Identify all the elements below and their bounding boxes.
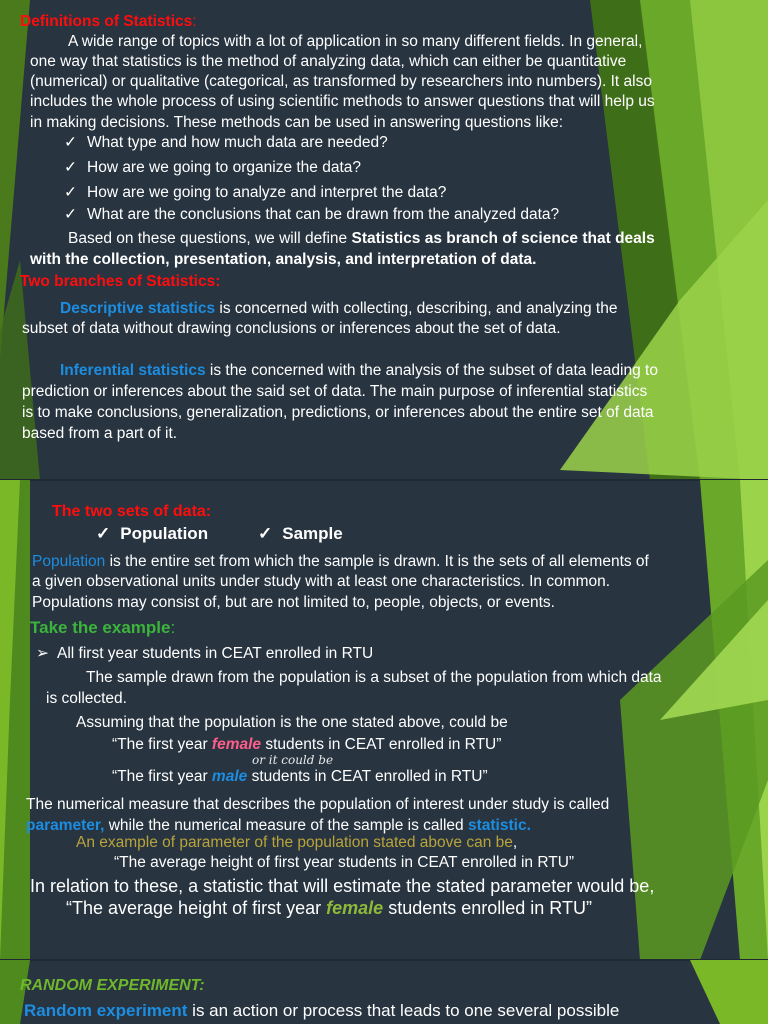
estimate-suffix: students enrolled in RTU” [383,898,592,918]
question-4: ✓ What are the conclusions that can be drawn from the analyzed data? [64,205,559,225]
question-2: ✓ How are we going to organize the data? [64,158,361,178]
female-prefix: “The first year [112,736,212,753]
param-example-comma: , [512,834,518,851]
or-it-could-be: or it could be [252,753,334,767]
population-rest-1: is the entire set from which the sample is drawn. It is the sets of all elements of [105,553,649,570]
example-item [36,644,373,664]
measure-line-1: The numerical measure that describes the population of interest under study is called [26,796,610,813]
population-line-2: a given observational units under study with at least one characteristics. In common. [32,573,611,590]
intro-line-4: includes the whole process of using scientific methods to answer questions that will help us [30,93,655,110]
question-1: ✓ What type and how much data are needed? [64,133,388,153]
page-1 [0,0,768,480]
male-word: male [211,768,248,785]
define-line-1 [68,229,655,249]
descriptive-term: Descriptive statistics [60,300,216,317]
inferential-line-3: is to make conclusions, generalization, predictions, or inferences about the entire set of data [22,404,654,421]
assume-line: Assuming that the population is the one stated above, could be [76,714,508,731]
female-suffix: students in CEAT enrolled in RTU” [261,736,502,753]
definitions-heading-text: Definitions of Statistics [20,13,193,30]
param-example-text: An example of parameter of the population stated above can be [76,834,513,851]
sample-line-2: is collected. [46,690,127,707]
descriptive-line-2: subset of data without drawing conclusions or inferences about the set of data. [22,320,561,337]
random-experiment-heading: RANDOM EXPERIMENT: [20,977,205,994]
descriptive-line-1 [60,299,617,319]
inferential-line-4: based from a part of it. [22,425,178,442]
page-2 [0,480,768,960]
random-experiment-line [24,1001,619,1021]
set-sample: ✓ Sample [258,524,343,544]
inferential-term: Inferential statistics [60,362,206,379]
arrow-bullet-icon: ➢ [36,645,49,662]
female-word: female [211,736,262,753]
male-suffix: students in CEAT enrolled in RTU” [247,768,488,785]
question-3: ✓ How are we going to analyze and interpret the data? [64,183,446,203]
example-heading-text: Take the example [30,618,171,637]
population-term: Population [32,553,106,570]
inferential-line-2: prediction or inferences about the said set of data. The main purpose of inferential statistics [22,383,648,400]
descriptive-rest-1: is concerned with collecting, describing, and analyzing the [215,300,618,317]
estimate-prefix: “The average height of first year [66,898,327,918]
population-line-3: Populations may consist of, but are not limited to, people, objects, or events. [32,594,555,611]
example-item-text: All first year students in CEAT enrolled in RTU [57,645,374,662]
page-3 [0,960,768,1024]
random-experiment-term: Random experiment [24,1001,188,1020]
two-sets-heading: The two sets of data: [52,503,212,520]
male-example [112,767,488,787]
statistic-word: statistic. [467,817,531,834]
inferential-line-1 [60,361,658,381]
param-example-line [76,833,517,853]
define-prefix: Based on these questions, we will define [68,230,352,247]
intro-line-5: in making decisions. These methods can be used in answering questions like: [30,114,564,131]
intro-line-1: A wide range of topics with a lot of application in so many different fields. In general, [68,33,643,50]
parameter-word: parameter, [26,817,105,834]
intro-line-3: (numerical) or qualitative (categorical, as transformed by researchers into numbers). It also [30,73,652,90]
set-population: ✓ Population [96,524,208,544]
intro-line-2: one way that statistics is the method of analyzing data, which can either be quantitative [30,53,627,70]
random-experiment-rest: is an action or process that leads to one several possible [187,1001,620,1020]
estimate-female: female [326,898,384,918]
estimate-line [66,897,592,919]
define-bold-1: Statistics as branch of science that deals [351,230,655,247]
branches-heading: Two branches of Statistics: [20,273,221,290]
population-line-1 [32,552,649,572]
define-line-2 [30,250,536,270]
avg-height-line: “The average height of first year students in CEAT enrolled in RTU” [114,854,575,871]
definitions-heading [20,12,197,32]
example-heading [30,618,175,638]
inferential-rest-1: is the concerned with the analysis of the subset of data leading to [205,362,658,379]
define-bold-2: with the collection, presentation, analysis, and interpretation of data. [30,251,537,268]
male-prefix: “The first year [112,768,212,785]
sample-line-1: The sample drawn from the population is a subset of the population from which data [86,669,662,686]
relation-line: In relation to these, a statistic that will estimate the stated parameter would be, [30,876,655,896]
example-heading-colon: : [170,618,176,637]
definitions-heading-colon: : [192,13,197,30]
measure-mid: while the numerical measure of the sample is called [104,817,468,834]
